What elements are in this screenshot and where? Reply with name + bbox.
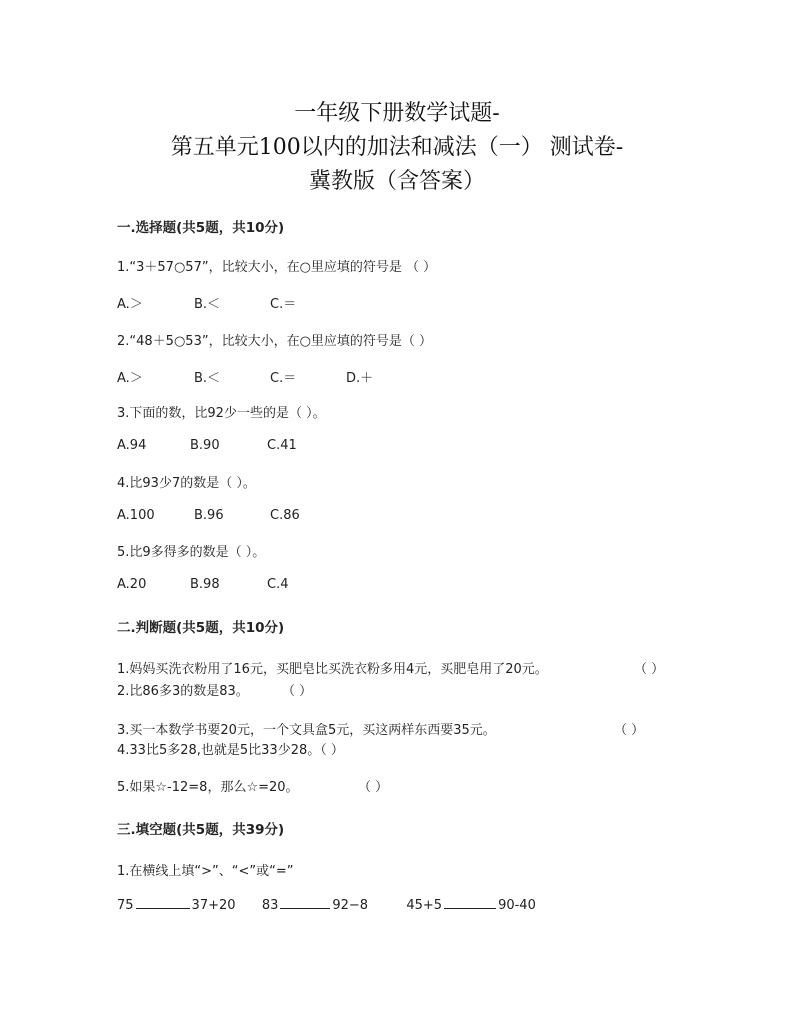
- choice-question-2: 2.“48＋5○53”，比较大小，在○里应填的符号是（ ）: [117, 334, 433, 349]
- judge-question-5: 5.如果☆-12=8，那么☆=20。: [117, 780, 299, 795]
- option-b: B.＜: [194, 371, 221, 386]
- judge-answer-paren-3: （ ）: [614, 723, 645, 738]
- fill-left-value: 83: [261, 898, 279, 913]
- option-b: B.90: [190, 438, 220, 453]
- judge-answer-paren-5: （ ）: [358, 780, 389, 795]
- fill-item-2: [262, 898, 372, 913]
- option-c: C.41: [267, 438, 297, 453]
- option-a: A.20: [117, 577, 147, 592]
- fill-question-1: 1.在横线上填“>”、“<”或“=”: [117, 864, 294, 879]
- judge-question-2: 2.比86多3的数是83。: [117, 684, 249, 699]
- title-line-3: 冀教版（含答案）: [308, 169, 485, 194]
- judge-question-4: 4.33比5多28,也就是5比33少28。（ ）: [117, 743, 344, 758]
- option-c: C.4: [267, 577, 289, 592]
- choice-question-5: 5.比9多得多的数是（ ）。: [117, 545, 266, 560]
- answer-blank[interactable]: [280, 898, 330, 909]
- fill-left-value: 75: [117, 898, 134, 913]
- fill-left-value: 45+5: [406, 898, 443, 913]
- title-line-2: 第五单元100以内的加法和减法（一） 测试卷-: [170, 135, 624, 160]
- judge-question-3: 3.买一本数学书要20元，一个文具盒5元，买这两样东西要35元。: [117, 723, 496, 738]
- option-a: A.100: [117, 508, 155, 523]
- fill-blanks-row: [117, 898, 536, 913]
- option-a: A.＞: [117, 371, 143, 386]
- fill-item-1: [117, 898, 240, 913]
- fill-right-value: 90-40: [498, 898, 536, 913]
- answer-blank[interactable]: [136, 898, 190, 909]
- option-c: C.＝: [270, 297, 297, 312]
- choice-question-1: 1.“3＋57○57”，比较大小，在○里应填的符号是 （ ）: [117, 260, 437, 275]
- option-c: C.＝: [270, 371, 297, 386]
- option-d: D.＋: [346, 371, 374, 386]
- option-b: B.＜: [194, 297, 221, 312]
- option-c: C.86: [270, 508, 300, 523]
- choice-question-3: 3.下面的数，比92少一些的是（ ）。: [117, 406, 326, 421]
- option-a: A.94: [117, 438, 147, 453]
- section-judge-heading: 二.判断题(共5题，共10分): [117, 620, 285, 636]
- option-a: A.＞: [117, 297, 143, 312]
- answer-blank[interactable]: [444, 898, 496, 909]
- option-b: B.96: [194, 508, 224, 523]
- judge-answer-paren-2: （ ）: [282, 684, 313, 699]
- section-fill-heading: 三.填空题(共5题，共39分): [117, 822, 285, 838]
- option-b: B.98: [190, 577, 220, 592]
- fill-right-value: 37+20: [191, 898, 236, 913]
- section-choice-heading: 一.选择题(共5题，共10分): [117, 220, 285, 236]
- judge-answer-paren-1: （ ）: [634, 662, 665, 677]
- fill-item-3: [406, 898, 536, 913]
- title-line-1: 一年级下册数学试题-: [294, 101, 500, 126]
- choice-question-4: 4.比93少7的数是（ ）。: [117, 476, 256, 491]
- fill-right-value: 92−8: [332, 898, 369, 913]
- judge-question-1: 1.妈妈买洗衣粉用了16元，买肥皂比买洗衣粉多用4元，买肥皂用了20元。: [117, 662, 548, 677]
